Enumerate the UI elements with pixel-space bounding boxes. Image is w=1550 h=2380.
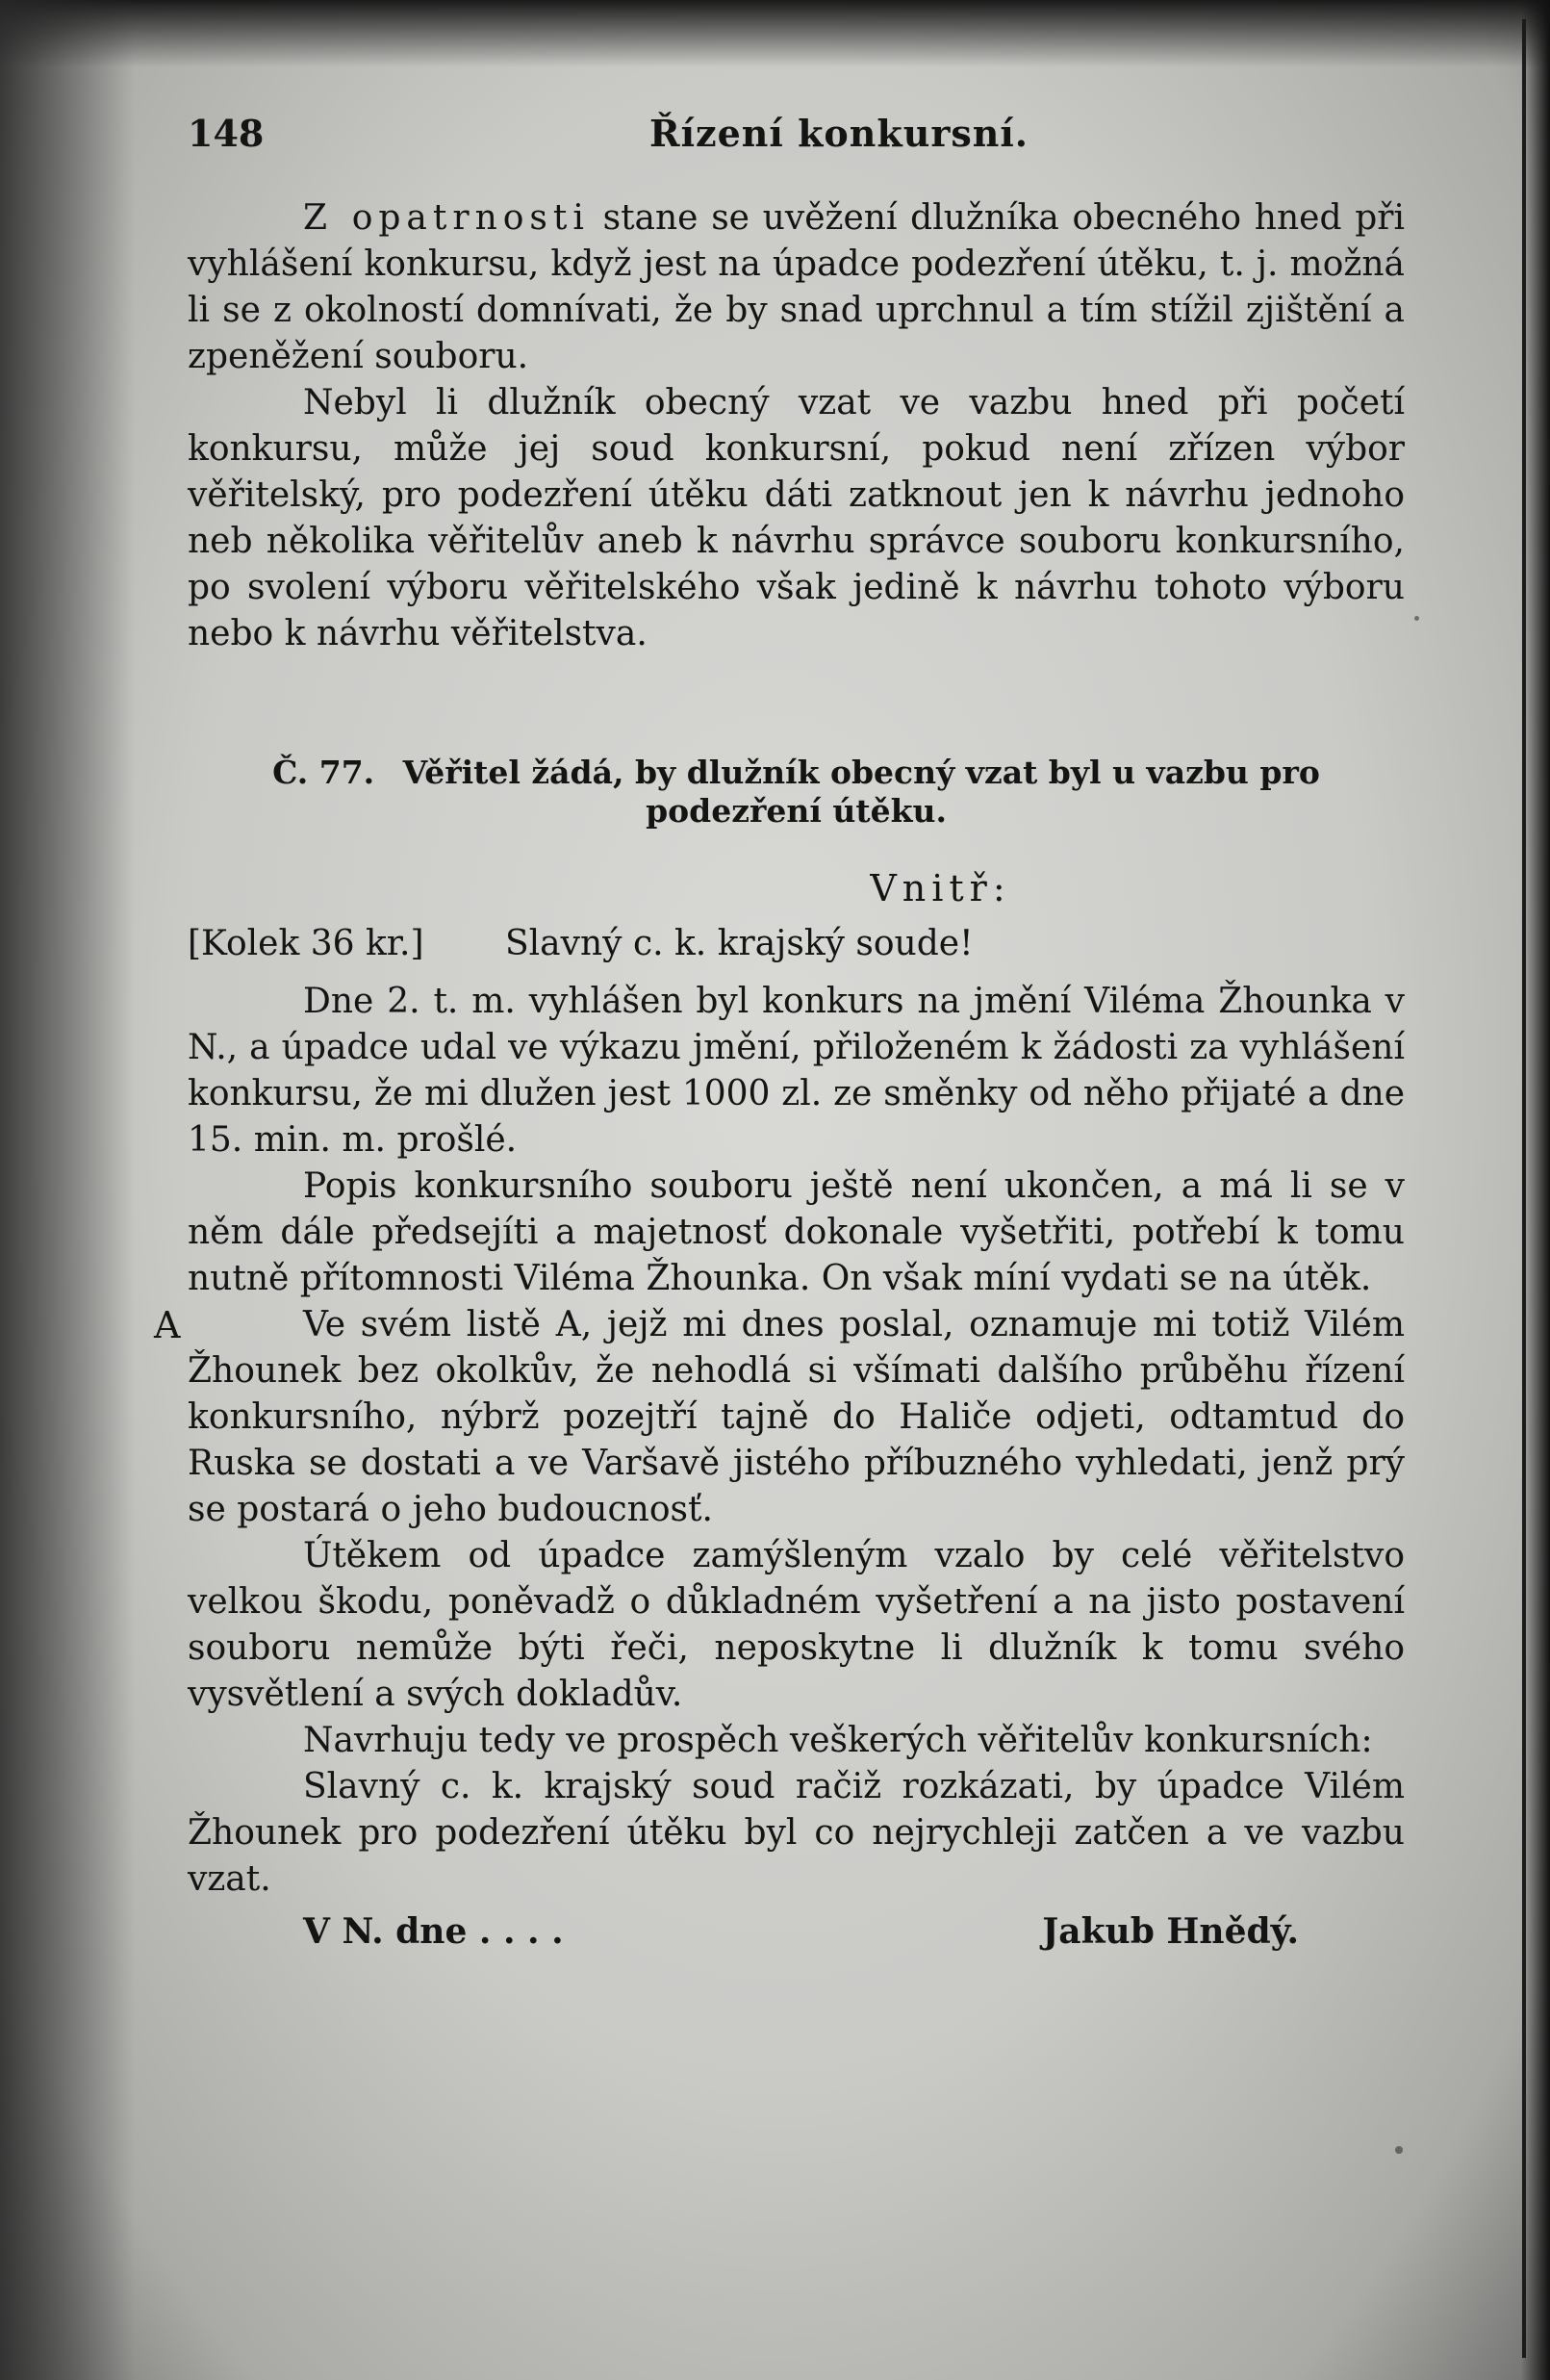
paragraph-1 <box>188 195 1405 380</box>
page-body <box>154 111 1405 1955</box>
letter-paragraph-4: Útěkem od úpadce zamýšleným vzalo by celé věřitelstvo velkou škodu, poněvadž o důkladném vyšetření a na jisto postavení souboru nemůže býti řeči, neposkytne li dlužník k tomu svého vysvětlení a svých dokladův. <box>188 1536 1405 1714</box>
letter-paragraph-6: Slavný c. k. krajský soud račiž rozkázati, by úpadce Vilém Žhounek pro podezření útěku byl co nejrychleji zatčen a ve vazbu vzat. <box>188 1767 1405 1899</box>
ink-speck <box>1414 616 1419 621</box>
letter-paragraph-2: Popis konkursního souboru ještě není ukončen, a má li se v něm dále předsejíti a majetnosť dokonale vyšetřiti, potřebí k tomu nutně přítomnosti Viléma Žhounka. On však míní vydati se na útěk. <box>188 1166 1405 1298</box>
letter-paragraph-3-text: Ve svém listě A, jejž mi dnes poslal, oznamuje mi totiž Vilém Žhounek bez okolkův, že nehodlá si všímati dalšího průběhu řízení konkursního, nýbrž pozejtří tajně do Haliče odjeti, odtamtud do Ruska se dostati a ve Varšavě jistého příbuzného vyhledati, jenž prý se postará o jeho budoucnosť. <box>188 1305 1405 1529</box>
signature: Jakub Hnědý. <box>1042 1911 1299 1952</box>
letter-paragraph-5: Navrhuju tedy ve prospěch veškerých věřitelův konkursních: <box>303 1721 1373 1760</box>
paragraph-2: Nebyl li dlužník obecný vzat ve vazbu hned při početí konkursu, může jej soud konkursní, pokud není zřízen výbor věřitelský, pro podezření útěku dáti zatknout jen k návrhu jednoho neb několika věřitelův aneb k návrhu správce souboru konkursního, po svolení výboru věřitelského však jedině k návrhu tohoto výboru nebo k návrhu věřitelstva. <box>188 383 1405 653</box>
top-shadow <box>0 0 1550 67</box>
ink-speck <box>1395 2146 1403 2154</box>
section-heading <box>188 754 1405 831</box>
addressee: Slavný c. k. krajský soude! <box>505 924 974 963</box>
letter-paragraph-1: Dne 2. t. m. vyhlášen byl konkurs na jmění Viléma Žhounka v N., a úpadce udal ve výkazu jmění, přiloženém k žádosti za vyhlášení konkursu, že mi dlužen jest 1000 zl. ze směnky od něho přijaté a dne 15. min. m. prošlé. <box>188 982 1405 1160</box>
section-title: Věřitel žádá, by dlužník obecný vzat byl u vazbu pro podezření útěku. <box>402 754 1320 830</box>
signature-row <box>188 1908 1405 1955</box>
left-shadow <box>0 0 135 2380</box>
place-date: V N. dne . . . . <box>303 1911 564 1952</box>
margin-mark: A <box>154 1304 181 1346</box>
paragraph-1-text: stane se uvěžení dlužníka obecného hned při vyhlášení konkursu, když jest na úpadce podezření útěku, t. j. možná li se z okolností domnívati, že by snad uprchnul a tím stížil zjištění a zpeněžení souboru. <box>188 198 1405 376</box>
running-head: Řízení konkursní. <box>649 112 1029 155</box>
page-number: 148 <box>188 112 265 155</box>
spaced-emphasis: Z opatrnosti <box>303 198 590 238</box>
address-line <box>188 921 1405 967</box>
stamp-note: [Kolek 36 kr.] <box>188 924 424 963</box>
letter-paragraph-3 <box>154 1302 1405 1533</box>
vnitr-label: Vnitř: <box>870 867 1011 909</box>
section-number: Č. 77. <box>272 754 375 791</box>
page-header <box>188 111 1405 168</box>
page-edge-line <box>1522 19 1526 2358</box>
